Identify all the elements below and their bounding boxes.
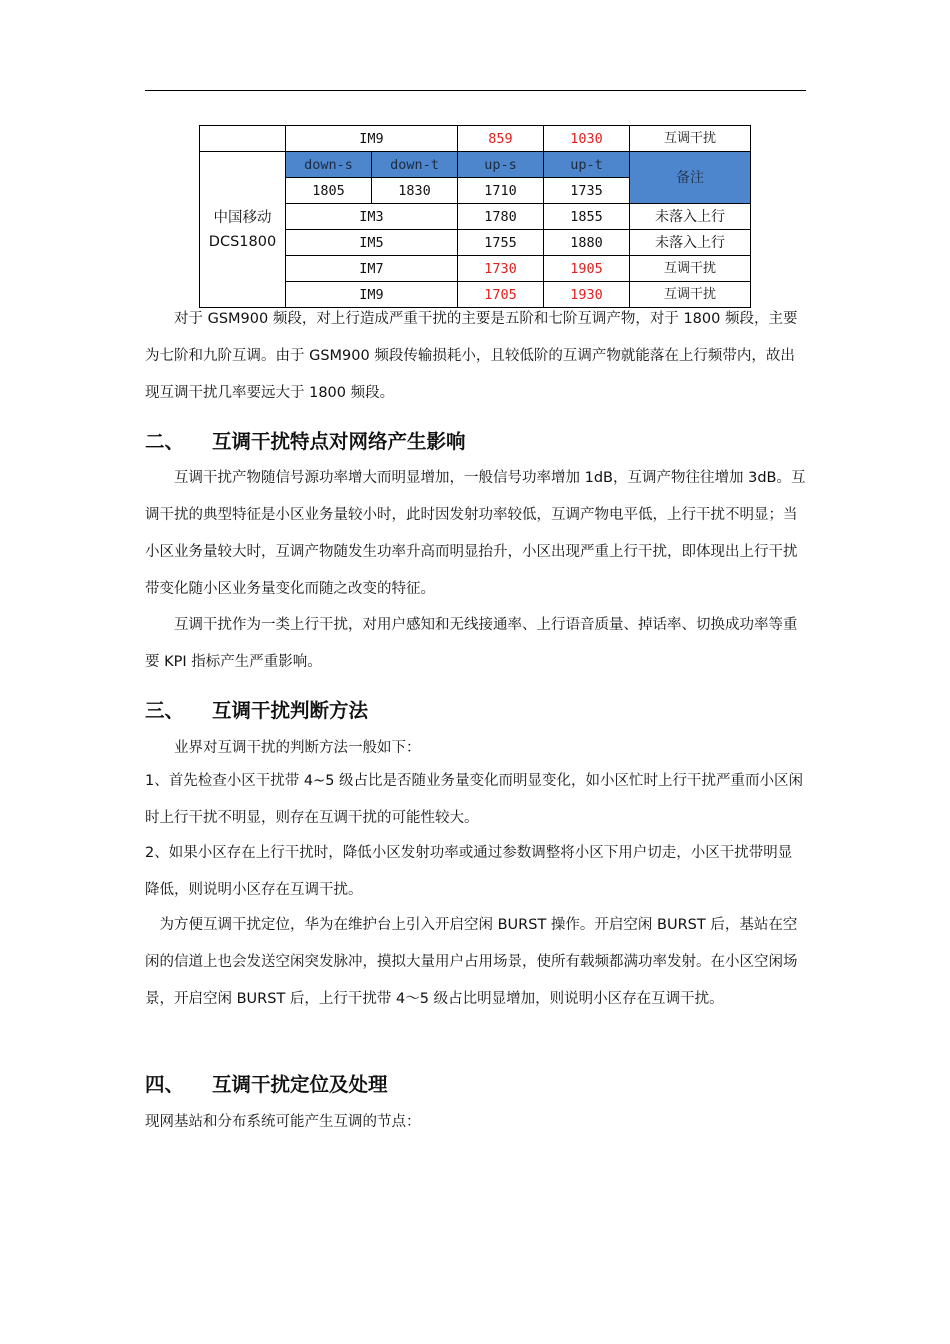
up-t-value: 1030 <box>544 126 630 152</box>
operator-name: 中国移动 <box>213 209 272 226</box>
table-row <box>200 126 751 152</box>
base-up-s: 1710 <box>458 178 544 204</box>
base-down-t: 1830 <box>372 178 458 204</box>
operator-cell <box>200 152 286 308</box>
paragraph-gsm900: 对于 GSM900 频段，对上行造成严重干扰的主要是五阶和七阶互调产物，对于 1800 频段，主要为七阶和九阶互调。由于 GSM900 频段传输损耗小，且较低阶的互调产物就能落在上行频带内，故出现互调干扰几率要远大于 1800 频段。 <box>145 311 798 401</box>
order-label: IM9 <box>286 126 458 152</box>
paragraph-method-1: 1、首先检查小区干扰带 4~5 级占比是否随业务量变化而明显变化，如小区忙时上行干扰严重而小区闲时上行干扰不明显，则存在互调干扰的可能性较大。 <box>145 773 804 826</box>
up-s-value: 859 <box>458 126 544 152</box>
section-heading-4 <box>145 1071 388 1099</box>
heading-number: 三、 <box>145 699 185 722</box>
base-up-t: 1735 <box>544 178 630 204</box>
intermod-frequency-table <box>199 125 751 308</box>
up-t-value: 1930 <box>544 282 630 308</box>
header-down-s: down-s <box>286 152 372 178</box>
heading-text: 互调干扰特点对网络产生影响 <box>212 430 466 453</box>
header-down-t: down-t <box>372 152 458 178</box>
paragraph-impact: 互调干扰作为一类上行干扰，对用户感知和无线接通率、上行语音质量、掉话率、切换成功率等重要 KPI 指标产生严重影响。 <box>145 617 798 670</box>
table-cell-empty <box>200 126 286 152</box>
section-heading-3 <box>145 697 368 725</box>
paragraph-method-intro: 业界对互调干扰的判断方法一般如下： <box>174 740 421 756</box>
up-t-value: 1880 <box>544 230 630 256</box>
note-cell: 互调干扰 <box>630 282 751 308</box>
header-note: 备注 <box>630 152 751 204</box>
heading-number: 四、 <box>145 1073 185 1096</box>
order-label: IM7 <box>286 256 458 282</box>
base-down-s: 1805 <box>286 178 372 204</box>
header-up-t: up-t <box>544 152 630 178</box>
note-cell: 未落入上行 <box>630 204 751 230</box>
paragraph-burst: 为方便互调干扰定位，华为在维护台上引入开启空闲 BURST 操作。开启空闲 BURST 后，基站在空闲的信道上也会发送空闲突发脉冲，摸拟大量用户占用场景，使所有载频都满功率发射。在小区空闲场景，开启空闲 BURST 后，上行干扰带 4～5 级占比明显增加，则说明小区存在互调干扰。 <box>145 917 798 1007</box>
section-heading-2 <box>145 428 466 456</box>
up-t-value: 1855 <box>544 204 630 230</box>
up-s-value: 1755 <box>458 230 544 256</box>
note-cell: 未落入上行 <box>630 230 751 256</box>
up-s-value: 1705 <box>458 282 544 308</box>
heading-text: 互调干扰定位及处理 <box>212 1073 388 1096</box>
order-label: IM5 <box>286 230 458 256</box>
heading-text: 互调干扰判断方法 <box>212 699 369 722</box>
note-cell: 互调干扰 <box>630 126 751 152</box>
paragraph-method-2: 2、如果小区存在上行干扰时，降低小区发射功率或通过参数调整将小区下用户切走，小区干扰带明显降低，则说明小区存在互调干扰。 <box>145 845 793 898</box>
operator-band: DCS1800 <box>208 233 277 250</box>
up-t-value: 1905 <box>544 256 630 282</box>
heading-number: 二、 <box>145 430 185 453</box>
up-s-value: 1780 <box>458 204 544 230</box>
header-rule <box>145 90 806 91</box>
paragraph-characteristics: 互调干扰产物随信号源功率增大而明显增加，一般信号功率增加 1dB，互调产物往往增加 3dB。互调干扰的典型特征是小区业务量较小时，此时因发射功率较低，互调产物电平低，上行干扰不明显；当小区业务量较大时，互调产物随发生功率升高而明显抬升，小区出现严重上行干扰，即体现出上行干扰带变化随小区业务量变化而随之改变的特征。 <box>145 470 806 597</box>
paragraph-nodes: 现网基站和分布系统可能产生互调的节点： <box>145 1114 421 1130</box>
table-header-row <box>200 152 751 178</box>
order-label: IM3 <box>286 204 458 230</box>
up-s-value: 1730 <box>458 256 544 282</box>
header-up-s: up-s <box>458 152 544 178</box>
note-cell: 互调干扰 <box>630 256 751 282</box>
order-label: IM9 <box>286 282 458 308</box>
